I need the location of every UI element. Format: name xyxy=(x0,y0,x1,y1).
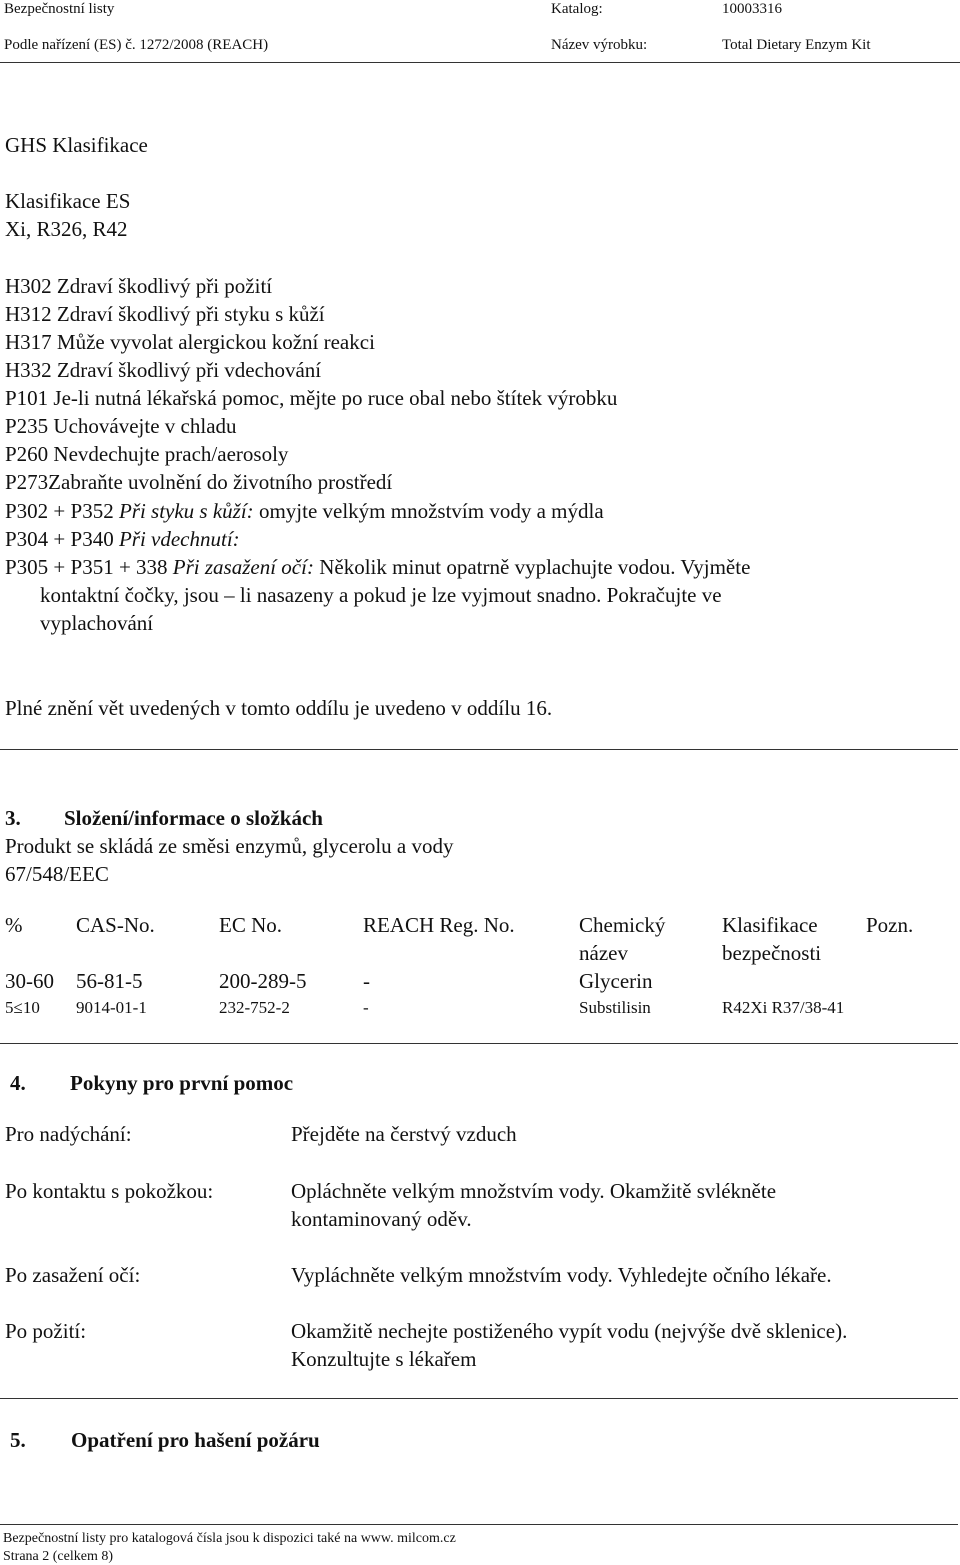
ghs-title: GHS Klasifikace xyxy=(5,133,148,157)
statement-h332: H332 Zdraví škodlivý při vdechování xyxy=(5,358,322,382)
statement-p305-line3: vyplachování xyxy=(40,611,154,635)
p302-text: omyjte velkým množstvím vody a mýdla xyxy=(253,499,604,523)
first-aid-text-eyes: Vypláchněte velkým množstvím vody. Vyhledejte očního lékaře. xyxy=(291,1263,832,1287)
statement-p304 xyxy=(5,525,240,553)
header-catalog-label: Katalog: xyxy=(551,1,603,17)
section5-title: Opatření pro hašení požáru xyxy=(71,1428,320,1452)
table-row-2-reach: - xyxy=(363,998,369,1017)
header-regulation: Podle nařízení (ES) č. 1272/2008 (REACH) xyxy=(4,37,269,53)
first-aid-label-skin: Po kontaktu s pokožkou: xyxy=(5,1179,214,1203)
p305-code: P305 + P351 + 338 xyxy=(5,555,173,579)
footer-divider xyxy=(0,1524,958,1525)
col-header-chemical: Chemický xyxy=(579,913,666,937)
first-aid-label-inhalation: Pro nadýchání: xyxy=(5,1122,132,1146)
full-text-note: Plné znění vět uvedených v tomto oddílu je uvedeno v oddílu 16. xyxy=(5,696,553,720)
section3-title: Složení/informace o složkách xyxy=(64,806,323,830)
p302-italic: Při styku s kůží: xyxy=(118,499,254,523)
col-header-percent: % xyxy=(5,913,23,937)
table-row-1-percent: 30-60 xyxy=(5,969,54,993)
section-divider xyxy=(0,749,958,750)
col-header-classification: Klasifikace xyxy=(722,913,818,937)
header-doc-title: Bezpečnostní listy xyxy=(4,1,115,17)
section5-number: 5. xyxy=(10,1428,26,1452)
section-divider xyxy=(0,1398,958,1399)
es-classification-value: Xi, R326, R42 xyxy=(5,217,128,241)
section3-description: Produkt se skládá ze směsi enzymů, glycerolu a vody xyxy=(5,834,454,858)
p304-italic: Při vdechnutí: xyxy=(118,527,240,551)
table-row-2-chemical: Substilisin xyxy=(579,998,651,1017)
table-row-1-chemical: Glycerin xyxy=(579,969,653,993)
p305-italic: Při zasažení očí: xyxy=(172,555,314,579)
first-aid-text-skin-2: kontaminovaný oděv. xyxy=(291,1207,472,1231)
statement-p302 xyxy=(5,497,604,525)
table-row-1-cas: 56-81-5 xyxy=(76,969,143,993)
first-aid-text-ingestion: Okamžitě nechejte postiženého vypít vodu (nejvýše dvě sklenice). xyxy=(291,1319,848,1343)
statement-p305 xyxy=(5,553,750,581)
table-row-1-ec: 200-289-5 xyxy=(219,969,307,993)
statement-p235: P235 Uchovávejte v chladu xyxy=(5,414,237,438)
statement-h312: H312 Zdraví škodlivý při styku s kůží xyxy=(5,302,325,326)
col-header-reach: REACH Reg. No. xyxy=(363,913,515,937)
table-row-2-classification: R42Xi R37/38-41 xyxy=(722,998,845,1017)
first-aid-label-ingestion: Po požití: xyxy=(5,1319,87,1343)
col-header-classification-2: bezpečnosti xyxy=(722,941,822,965)
col-header-note: Pozn. xyxy=(866,913,914,937)
statement-h302: H302 Zdraví škodlivý při požití xyxy=(5,274,273,298)
table-row-1-reach: - xyxy=(363,969,370,993)
header-catalog-value: 10003316 xyxy=(722,1,782,17)
header-product-label: Název výrobku: xyxy=(551,37,648,53)
footer-website-note: Bezpečnostní listy pro katalogová čísla jsou k dispozici také na www. milcom.cz xyxy=(3,1531,456,1546)
col-header-cas: CAS-No. xyxy=(76,913,155,937)
first-aid-label-eyes: Po zasažení očí: xyxy=(5,1263,141,1287)
header-divider xyxy=(0,62,960,63)
first-aid-text-inhalation: Přejděte na čerstvý vzduch xyxy=(291,1122,517,1146)
header-product-value: Total Dietary Enzym Kit xyxy=(722,37,871,53)
table-row-2-cas: 9014-01-1 xyxy=(76,998,147,1017)
p305-text: Několik minut opatrně vyplachujte vodou. Vyjměte xyxy=(313,555,751,579)
section4-title: Pokyny pro první pomoc xyxy=(70,1071,294,1095)
section3-number: 3. xyxy=(5,806,21,830)
first-aid-text-ingestion-2: Konzultujte s lékařem xyxy=(291,1347,477,1371)
section3-directive: 67/548/EEC xyxy=(5,862,109,886)
table-row-2-percent: 5≤10 xyxy=(5,998,40,1017)
statement-h317: H317 Může vyvolat alergickou kožní reakci xyxy=(5,330,375,354)
p302-code: P302 + P352 xyxy=(5,499,119,523)
section4-number: 4. xyxy=(10,1071,26,1095)
first-aid-text-skin: Opláchněte velkým množstvím vody. Okamžitě svlékněte xyxy=(291,1179,777,1203)
section-divider xyxy=(0,1043,958,1044)
statement-p305-line2: kontaktní čočky, jsou – li nasazeny a pokud je lze vyjmout snadno. Pokračujte ve xyxy=(40,583,722,607)
footer-page-number: Strana 2 (celkem 8) xyxy=(3,1549,114,1564)
statement-p101: P101 Je-li nutná lékařská pomoc, mějte po ruce obal nebo štítek výrobku xyxy=(5,386,618,410)
statement-p273: P273Zabraňte uvolnění do životního prostředí xyxy=(5,470,393,494)
es-classification-title: Klasifikace ES xyxy=(5,189,131,213)
p304-code: P304 + P340 xyxy=(5,527,119,551)
statement-p260: P260 Nevdechujte prach/aerosoly xyxy=(5,442,289,466)
table-row-2-ec: 232-752-2 xyxy=(219,998,290,1017)
col-header-chemical-2: název xyxy=(579,941,628,965)
col-header-ec: EC No. xyxy=(219,913,282,937)
